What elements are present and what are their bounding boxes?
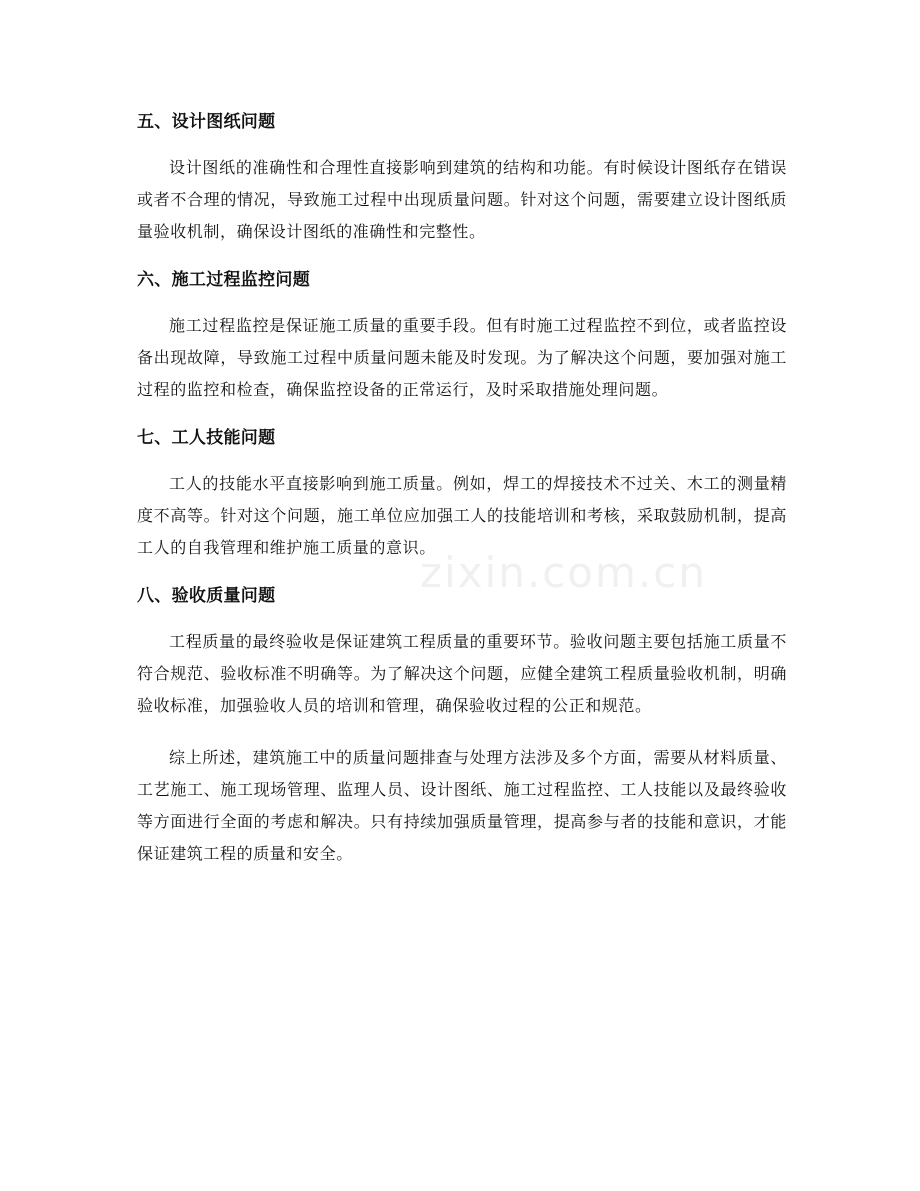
- section-acceptance-quality: [137, 578, 787, 722]
- document-content: [137, 104, 787, 870]
- section-heading: 七、工人技能问题: [137, 428, 276, 448]
- section-heading: 八、验收质量问题: [137, 586, 276, 606]
- section-process-monitoring: [137, 262, 787, 406]
- conclusion-paragraph: 综上所述，建筑施工中的质量问题排查与处理方法涉及多个方面，需要从材料质量、工艺施工、施工现场管理、监理人员、设计图纸、施工过程监控、工人技能以及最终验收等方面进行全面的考虑和解决。只有持续加强质量管理，提高参与者的技能和意识，才能保证建筑工程的质量和安全。: [137, 748, 787, 863]
- section-design-drawings: [137, 104, 787, 248]
- section-heading: 六、施工过程监控问题: [137, 270, 310, 290]
- section-paragraph: 施工过程监控是保证施工质量的重要手段。但有时施工过程监控不到位，或者监控设备出现故障，导致施工过程中质量问题未能及时发现。为了解决这个问题，要加强对施工过程的监控和检查，确保监控设备的正常运行，及时采取措施处理问题。: [137, 316, 787, 399]
- section-paragraph: 工人的技能水平直接影响到施工质量。例如，焊工的焊接技术不过关、木工的测量精度不高等。针对这个问题，施工单位应加强工人的技能培训和考核，采取鼓励机制，提高工人的自我管理和维护施工质量的意识。: [137, 474, 787, 557]
- section-conclusion: [137, 742, 787, 870]
- section-worker-skills: [137, 420, 787, 564]
- watermark: zixin.com.cn: [420, 548, 707, 597]
- section-paragraph: 工程质量的最终验收是保证建筑工程质量的重要环节。验收问题主要包括施工质量不符合规范、验收标准不明确等。为了解决这个问题，应健全建筑工程质量验收机制，明确验收标准，加强验收人员的培训和管理，确保验收过程的公正和规范。: [137, 632, 787, 715]
- section-paragraph: 设计图纸的准确性和合理性直接影响到建筑的结构和功能。有时候设计图纸存在错误或者不合理的情况，导致施工过程中出现质量问题。针对这个问题，需要建立设计图纸质量验收机制，确保设计图纸的准确性和完整性。: [137, 158, 787, 241]
- section-heading: 五、设计图纸问题: [137, 112, 276, 132]
